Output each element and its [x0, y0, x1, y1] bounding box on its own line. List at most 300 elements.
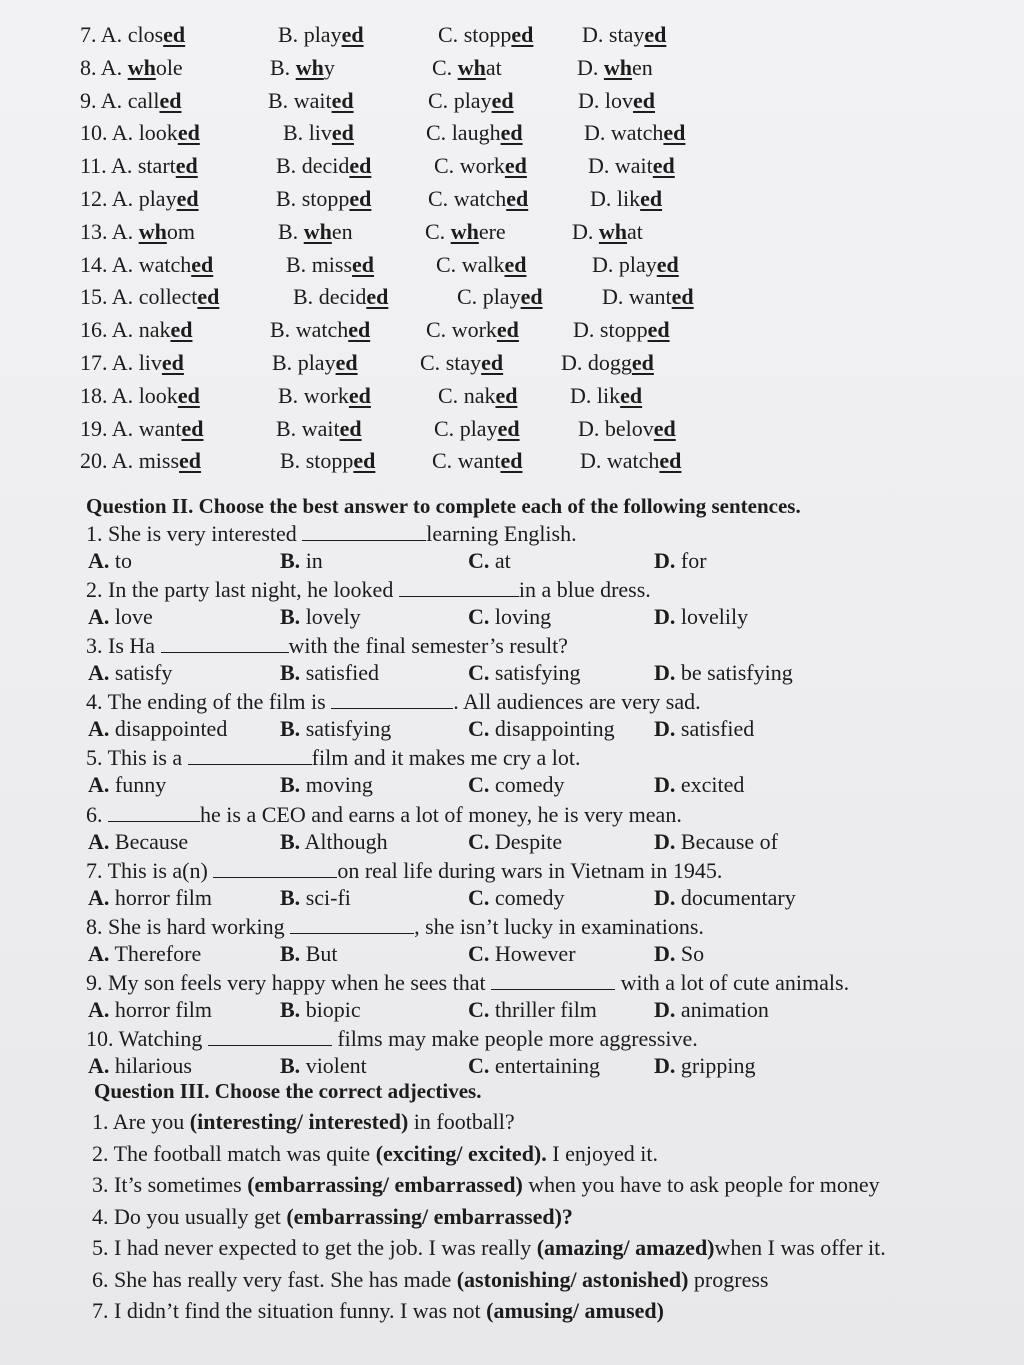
- option-text: hilarious: [109, 1052, 192, 1078]
- underlined-sound: ed: [191, 251, 214, 277]
- underlined-sound: ed: [663, 120, 686, 146]
- adjective-choice[interactable]: (interesting/ interested): [189, 1109, 409, 1134]
- option-letter: C.: [432, 54, 453, 80]
- option-letter: B.: [280, 548, 301, 573]
- option-c: [434, 153, 527, 179]
- answer-option-c[interactable]: [468, 772, 565, 798]
- question-number: 7.: [80, 22, 97, 47]
- option-letter: B.: [270, 317, 291, 343]
- answer-blank[interactable]: [188, 746, 312, 765]
- answer-option-b[interactable]: [280, 548, 323, 574]
- pronunciation-row: [0, 88, 1024, 116]
- sentence-start: 5. I had never expected to get the job. I was really: [92, 1235, 537, 1260]
- option-text: Because: [109, 828, 189, 854]
- word-part: play: [303, 22, 342, 47]
- adjective-choice[interactable]: (embarrassing/ embarrassed): [247, 1172, 523, 1197]
- option-letter: D.: [578, 415, 600, 441]
- word-part: miss: [311, 251, 353, 277]
- option-text: comedy: [489, 884, 565, 910]
- question-number: 20.: [80, 448, 108, 474]
- answer-option-d[interactable]: [654, 885, 796, 911]
- word-part: decid: [301, 153, 350, 179]
- option-text: in: [300, 548, 323, 573]
- adjective-sentence: [92, 1298, 664, 1324]
- option-letter: D.: [572, 218, 594, 244]
- option-letter: C.: [468, 604, 490, 630]
- answer-option-a[interactable]: [88, 604, 153, 630]
- option-letter: C.: [468, 772, 490, 798]
- option-text: entertaining: [489, 1052, 600, 1078]
- answer-option-b[interactable]: [280, 829, 388, 855]
- answer-option-b[interactable]: [280, 941, 337, 967]
- option-letter: A.: [88, 660, 110, 686]
- option-c: [438, 383, 517, 409]
- answer-option-d[interactable]: [654, 829, 778, 855]
- option-letter: D.: [592, 251, 614, 277]
- answer-option-d[interactable]: [654, 772, 744, 798]
- option-letter: B.: [280, 716, 301, 742]
- question-sentence: [86, 577, 651, 603]
- underlined-sound: ed: [652, 153, 675, 179]
- option-letter: A.: [111, 448, 134, 474]
- option-text: horror film: [109, 884, 213, 910]
- sentence-start: 6.: [86, 801, 108, 827]
- option-c: [425, 219, 506, 245]
- word-part: wait: [293, 87, 332, 113]
- underlined-sound: ed: [170, 317, 193, 343]
- option-letter: D.: [654, 548, 676, 573]
- underlined-sound: wh: [138, 218, 167, 244]
- question-2-heading: Question II. Choose the best answer to complete each of the following sentences.: [86, 494, 801, 518]
- word-part: laugh: [451, 120, 501, 146]
- answer-blank[interactable]: [302, 522, 426, 541]
- adjective-choice[interactable]: (astonishing/ astonished): [456, 1266, 689, 1292]
- option-b: [280, 448, 375, 474]
- option-d: [590, 186, 662, 212]
- option-text: biopic: [300, 996, 361, 1022]
- word-part: watch: [295, 317, 349, 343]
- option-c: [438, 22, 533, 48]
- option-d: [580, 448, 681, 474]
- option-letter: C.: [468, 1052, 490, 1078]
- option-b: [278, 219, 353, 245]
- option-d: [572, 219, 643, 245]
- word-part: play: [618, 251, 657, 277]
- word-part: look: [138, 120, 178, 146]
- answer-option-a[interactable]: [88, 1053, 192, 1079]
- word-part: play: [459, 415, 498, 441]
- adjective-sentence: [92, 1172, 880, 1198]
- answer-blank[interactable]: [491, 971, 615, 990]
- adjective-choice[interactable]: (amusing/ amused): [486, 1298, 664, 1323]
- option-letter: C.: [468, 884, 490, 910]
- sentence-start: 2. In the party last night, he looked: [86, 577, 399, 603]
- word-part: wait: [614, 153, 653, 179]
- option-letter: C.: [438, 22, 459, 47]
- option-letter: D.: [588, 153, 610, 179]
- sentence-end: when you have to ask people for money: [522, 1172, 880, 1197]
- question-sentence: [86, 1026, 698, 1052]
- word-part: play: [297, 350, 336, 375]
- option-letter: D.: [654, 1052, 676, 1078]
- sentence-start: 1. Are you: [92, 1109, 190, 1134]
- word-part: stopp: [463, 22, 512, 47]
- question-number: 16.: [80, 317, 108, 343]
- option-a: [80, 416, 203, 442]
- word-part: stay: [445, 350, 482, 375]
- underlined-sound: ed: [671, 284, 694, 310]
- underlined-sound: ed: [647, 317, 670, 343]
- option-text: Despite: [489, 828, 563, 854]
- underlined-sound: ed: [500, 448, 523, 474]
- answer-option-d[interactable]: [654, 604, 748, 630]
- option-letter: B.: [280, 772, 301, 798]
- answer-blank[interactable]: [290, 915, 414, 934]
- option-letter: C.: [432, 448, 453, 474]
- word-part: work: [459, 153, 505, 179]
- option-letter: C.: [468, 996, 490, 1022]
- answer-blank[interactable]: [331, 690, 453, 709]
- answer-option-d[interactable]: [654, 1053, 755, 1079]
- sentence-start: 3. It’s sometimes: [92, 1172, 248, 1197]
- sentence-start: 4. Do you usually get: [92, 1203, 287, 1229]
- option-letter: A.: [88, 716, 110, 742]
- underlined-sound: ed: [520, 284, 543, 310]
- option-letter: A.: [111, 415, 134, 441]
- option-b: [270, 317, 370, 343]
- underlined-sound: ed: [500, 120, 523, 146]
- option-d: [573, 317, 670, 343]
- option-letter: D.: [654, 828, 676, 854]
- question-sentence: [86, 745, 580, 771]
- word-part: play: [482, 284, 521, 310]
- option-a: [80, 22, 185, 48]
- option-letter: C.: [434, 153, 455, 179]
- option-letter: B.: [280, 828, 301, 854]
- sentence-end: . All audiences are very sad.: [453, 689, 701, 715]
- option-letter: A.: [111, 251, 134, 277]
- sentence-end: films may make people more aggressive.: [331, 1025, 698, 1051]
- word-part: stay: [608, 22, 645, 47]
- question-number: 11.: [80, 153, 107, 179]
- pronunciation-row: [0, 350, 1024, 378]
- option-text: comedy: [489, 772, 565, 798]
- answer-option-c[interactable]: [468, 829, 562, 855]
- underlined-sound: wh: [127, 54, 156, 80]
- underlined-sound: ed: [504, 153, 527, 179]
- answer-blank[interactable]: [399, 578, 519, 597]
- option-b: [286, 252, 374, 278]
- answer-option-b[interactable]: [280, 997, 361, 1023]
- option-b: [276, 186, 371, 212]
- option-b: [270, 55, 335, 81]
- pronunciation-row: [0, 416, 1024, 444]
- underlined-sound: ed: [177, 382, 200, 408]
- underlined-sound: ed: [653, 415, 676, 441]
- word-part: play: [453, 87, 492, 113]
- answer-blank[interactable]: [161, 634, 289, 653]
- option-letter: D.: [584, 120, 606, 146]
- answer-option-b[interactable]: [280, 1053, 367, 1079]
- option-text: lovelily: [675, 604, 749, 630]
- option-letter: B.: [280, 996, 301, 1022]
- option-letter: A.: [100, 22, 123, 47]
- option-letter: C.: [426, 317, 447, 343]
- option-letter: C.: [468, 660, 490, 686]
- option-letter: B.: [280, 940, 301, 966]
- underlined-sound: ed: [504, 251, 527, 277]
- option-text: be satisfying: [675, 660, 793, 686]
- word-part: clos: [127, 22, 164, 47]
- option-text: at: [489, 548, 511, 573]
- option-d: [578, 88, 655, 114]
- option-text: violent: [300, 1052, 367, 1078]
- adjective-choice[interactable]: (amazing/ amazed): [536, 1235, 715, 1260]
- word-part: stopp: [301, 186, 350, 211]
- sentence-end: he is a CEO and earns a lot of money, he is very mean.: [200, 801, 682, 827]
- answer-option-a[interactable]: [88, 829, 188, 855]
- word-part: lik: [616, 186, 641, 211]
- adjective-choice[interactable]: (embarrassing/ embarrassed)?: [286, 1203, 573, 1229]
- pronunciation-row: [0, 186, 1024, 214]
- word-part: start: [137, 153, 176, 179]
- adjective-sentence: [92, 1267, 768, 1293]
- answer-option-b[interactable]: [280, 885, 351, 911]
- option-letter: C.: [434, 415, 455, 441]
- option-b: [276, 416, 362, 442]
- answer-blank[interactable]: [108, 803, 200, 822]
- option-d: [582, 22, 666, 48]
- option-text: disappointing: [489, 716, 615, 742]
- underlined-sound: ed: [497, 415, 520, 441]
- answer-option-d[interactable]: [654, 716, 754, 742]
- underlined-sound: wh: [603, 54, 633, 80]
- word-part: dogg: [587, 350, 632, 375]
- question-number: 19.: [80, 415, 108, 441]
- word-part: belov: [604, 415, 654, 441]
- adjective-sentence: [92, 1204, 573, 1230]
- answer-option-a[interactable]: [88, 548, 132, 574]
- answer-option-a[interactable]: [88, 885, 212, 911]
- option-letter: A.: [100, 54, 123, 80]
- answer-option-d[interactable]: [654, 660, 793, 686]
- pronunciation-row: [0, 284, 1024, 312]
- sentence-end: , she isn’t lucky in examinations.: [414, 913, 704, 939]
- word-part: decid: [318, 284, 367, 310]
- sentence-start: 10. Watching: [86, 1025, 208, 1051]
- question-sentence: [86, 802, 682, 828]
- option-c: [432, 55, 502, 81]
- option-text: excited: [675, 772, 745, 798]
- underlined-sound: ed: [179, 448, 202, 474]
- option-text: funny: [109, 772, 167, 798]
- underlined-sound: wh: [303, 218, 332, 244]
- option-letter: C.: [468, 828, 490, 854]
- option-text: disappointed: [109, 716, 228, 742]
- option-a: [80, 186, 199, 212]
- option-text: Although: [300, 828, 388, 854]
- option-text: for: [675, 548, 707, 573]
- sentence-start: 6. She has really very fast. She has made: [92, 1266, 457, 1292]
- option-text: satisfying: [300, 716, 392, 742]
- option-text: satisfying: [489, 660, 581, 686]
- answer-option-c[interactable]: [468, 885, 565, 911]
- answer-option-c[interactable]: [468, 548, 511, 574]
- underlined-sound: ed: [335, 350, 358, 375]
- option-b: [276, 153, 371, 179]
- option-a: [80, 219, 195, 245]
- word-part: wait: [301, 415, 340, 441]
- word-part: want: [138, 415, 182, 441]
- answer-option-a[interactable]: [88, 660, 172, 686]
- answer-option-b[interactable]: [280, 604, 361, 630]
- answer-option-b[interactable]: [280, 660, 379, 686]
- pronunciation-row: [0, 219, 1024, 247]
- option-letter: D.: [654, 604, 676, 630]
- answer-option-d[interactable]: [654, 548, 707, 574]
- answer-option-d[interactable]: [654, 997, 769, 1023]
- answer-option-c[interactable]: [468, 1053, 600, 1079]
- option-letter: D.: [578, 87, 600, 113]
- option-text: gripping: [675, 1052, 756, 1078]
- answer-option-b[interactable]: [280, 716, 391, 742]
- underlined-sound: ed: [349, 153, 372, 179]
- word-part: work: [451, 317, 497, 343]
- option-letter: B.: [278, 22, 299, 47]
- underlined-sound: ed: [644, 22, 667, 47]
- option-text: But: [300, 940, 338, 966]
- pronunciation-row: [0, 317, 1024, 345]
- word-part: want: [457, 448, 501, 474]
- option-letter: A.: [111, 350, 134, 375]
- underlined-sound: ed: [159, 87, 182, 113]
- option-letter: B.: [280, 660, 301, 686]
- option-text: documentary: [675, 884, 796, 910]
- option-b: [278, 383, 371, 409]
- option-letter: A.: [111, 218, 134, 244]
- option-letter: A.: [88, 1052, 110, 1078]
- word-part: want: [628, 284, 672, 310]
- option-letter: C.: [468, 716, 490, 742]
- option-letter: A.: [111, 186, 134, 211]
- option-text: animation: [675, 996, 769, 1022]
- option-letter: B.: [276, 186, 297, 211]
- sentence-start: 1. She is very interested: [86, 521, 303, 546]
- option-letter: D.: [590, 186, 612, 211]
- option-letter: D.: [580, 448, 602, 474]
- option-letter: C.: [438, 382, 459, 408]
- option-letter: C.: [436, 251, 457, 277]
- option-letter: B.: [280, 604, 301, 630]
- sentence-end: in a blue dress.: [518, 577, 651, 603]
- underlined-sound: ed: [496, 317, 519, 343]
- option-b: [268, 88, 354, 114]
- underlined-sound: ed: [640, 186, 663, 211]
- option-d: [592, 252, 679, 278]
- underlined-sound: ed: [161, 350, 184, 375]
- option-b: [272, 350, 358, 376]
- underlined-sound: ed: [656, 251, 679, 277]
- underlined-sound: ed: [331, 120, 354, 146]
- underlined-sound: ed: [495, 382, 518, 408]
- option-letter: A.: [111, 382, 134, 408]
- underlined-sound: wh: [457, 54, 486, 80]
- word-part: play: [138, 186, 177, 211]
- option-letter: D.: [570, 382, 592, 408]
- answer-option-c[interactable]: [468, 660, 580, 686]
- word-part: miss: [138, 448, 180, 474]
- answer-blank[interactable]: [208, 1027, 332, 1046]
- underlined-sound: ed: [341, 22, 364, 47]
- option-letter: A.: [88, 828, 110, 854]
- option-b: [278, 22, 364, 48]
- option-letter: A.: [111, 120, 134, 146]
- option-c: [457, 284, 543, 310]
- option-c: [428, 186, 528, 212]
- answer-blank[interactable]: [213, 859, 337, 878]
- underlined-sound: ed: [659, 448, 682, 474]
- answer-option-c[interactable]: [468, 941, 576, 967]
- option-letter: A.: [88, 996, 110, 1022]
- option-letter: B.: [286, 251, 307, 277]
- answer-option-c[interactable]: [468, 997, 597, 1023]
- answer-option-c[interactable]: [468, 716, 615, 742]
- answer-option-a[interactable]: [88, 941, 201, 967]
- sentence-end: learning English.: [426, 521, 577, 546]
- question-sentence: [86, 858, 722, 884]
- option-letter: C.: [468, 548, 490, 573]
- option-b: [293, 284, 388, 310]
- option-text: So: [675, 940, 705, 966]
- answer-option-b[interactable]: [280, 772, 373, 798]
- question-sentence: [86, 521, 577, 547]
- option-letter: C.: [426, 120, 447, 146]
- underlined-sound: ed: [176, 186, 199, 211]
- option-c: [426, 317, 519, 343]
- option-letter: A.: [110, 153, 133, 179]
- sentence-end: progress: [688, 1266, 769, 1292]
- adjective-choice[interactable]: (exciting/ excited).: [375, 1140, 547, 1166]
- sentence-end: film and it makes me cry a lot.: [311, 745, 581, 771]
- option-letter: D.: [654, 716, 676, 742]
- word-part: en: [331, 218, 353, 244]
- option-letter: A.: [111, 284, 134, 310]
- answer-option-c[interactable]: [468, 604, 551, 630]
- underlined-sound: ed: [348, 382, 371, 408]
- sentence-end: when I was offer it.: [714, 1235, 886, 1260]
- option-letter: D.: [582, 22, 604, 47]
- underlined-sound: ed: [177, 120, 200, 146]
- option-a: [80, 153, 198, 179]
- option-text: satisfy: [109, 660, 173, 686]
- option-letter: B.: [283, 120, 304, 146]
- option-text: satisfied: [675, 716, 755, 742]
- question-number: 10.: [80, 120, 108, 146]
- option-letter: A.: [88, 548, 110, 573]
- option-letter: D.: [654, 940, 676, 966]
- answer-option-d[interactable]: [654, 941, 704, 967]
- word-part: call: [127, 87, 160, 113]
- word-part: watch: [138, 251, 192, 277]
- answer-option-a[interactable]: [88, 997, 212, 1023]
- option-text: sci-fi: [300, 884, 351, 910]
- option-letter: C.: [425, 218, 446, 244]
- answer-option-a[interactable]: [88, 716, 227, 742]
- option-letter: B.: [272, 350, 293, 375]
- option-c: [432, 448, 522, 474]
- sentence-end: I enjoyed it.: [546, 1140, 658, 1166]
- answer-option-a[interactable]: [88, 772, 166, 798]
